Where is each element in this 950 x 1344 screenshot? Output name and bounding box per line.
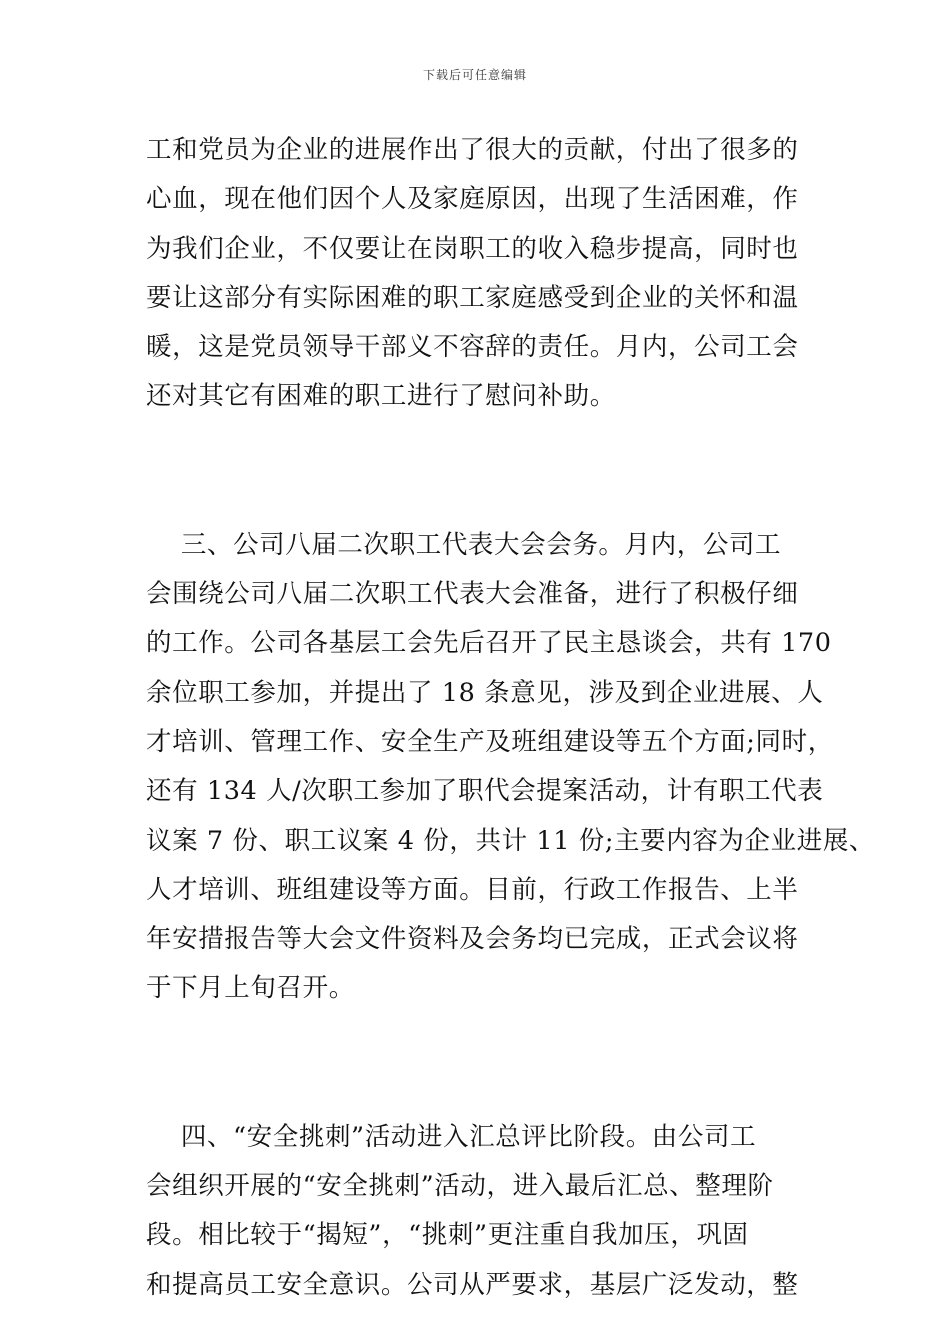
text-line: 三、公司八届二次职工代表大会会务。月内，公司工 xyxy=(146,529,782,560)
document-body xyxy=(146,126,876,1310)
paragraph-2 xyxy=(146,521,876,1014)
text-line: 暖，这是党员领导干部义不容辞的责任。月内，公司工会 xyxy=(146,332,799,363)
text-line: 会围绕公司八届二次职工代表大会准备，进行了积极仔细 xyxy=(146,579,799,610)
paragraph-1 xyxy=(146,126,808,422)
text-line: 四、“安全挑刺”活动进入汇总评比阶段。由公司工 xyxy=(146,1121,757,1152)
text-line: 人才培训、班组建设等方面。目前，行政工作报告、上半 xyxy=(146,874,799,905)
text-line: 还有 134 人/次职工参加了职代会提案活动，计有职工代表 xyxy=(146,776,824,807)
page-header-note: 下载后可任意编辑 xyxy=(422,68,527,82)
text-line: 的工作。公司各基层工会先后召开了民主恳谈会，共有 170 xyxy=(146,628,832,659)
paragraph-gap xyxy=(146,422,808,521)
text-line: 还对其它有困难的职工进行了慰问补助。 xyxy=(146,381,616,412)
text-line: 段。相比较于“揭短”，“挑刺”更注重自我加压，巩固 xyxy=(146,1220,749,1251)
text-line: 心血，现在他们因个人及家庭原因，出现了生活困难，作 xyxy=(146,184,799,215)
text-line: 议案 7 份、职工议案 4 份，共计 11 份;主要内容为企业进展、 xyxy=(146,825,876,856)
text-line: 于下月上旬召开。 xyxy=(146,973,355,1004)
text-line: 要让这部分有实际困难的职工家庭感受到企业的关怀和温 xyxy=(146,282,799,313)
text-line: 工和党员为企业的进展作出了很大的贡献，付出了很多的 xyxy=(146,135,799,165)
text-line: 年安措报告等大会文件资料及会务均已完成，正式会议将 xyxy=(146,924,799,955)
text-line: 才培训、管理工作、安全生产及班组建设等五个方面;同时， xyxy=(146,726,834,757)
text-line: 余位职工参加，并提出了 18 条意见，涉及到企业进展、人 xyxy=(146,677,824,708)
paragraph-3 xyxy=(146,1113,808,1310)
text-line: 和提高员工安全意识。公司从严要求，基层广泛发动，整 xyxy=(146,1269,799,1300)
text-line: 为我们企业，不仅要让在岗职工的收入稳步提高，同时也 xyxy=(146,233,799,264)
paragraph-gap xyxy=(146,1014,808,1113)
text-line: 会组织开展的“安全挑刺”活动，进入最后汇总、整理阶 xyxy=(146,1171,774,1202)
